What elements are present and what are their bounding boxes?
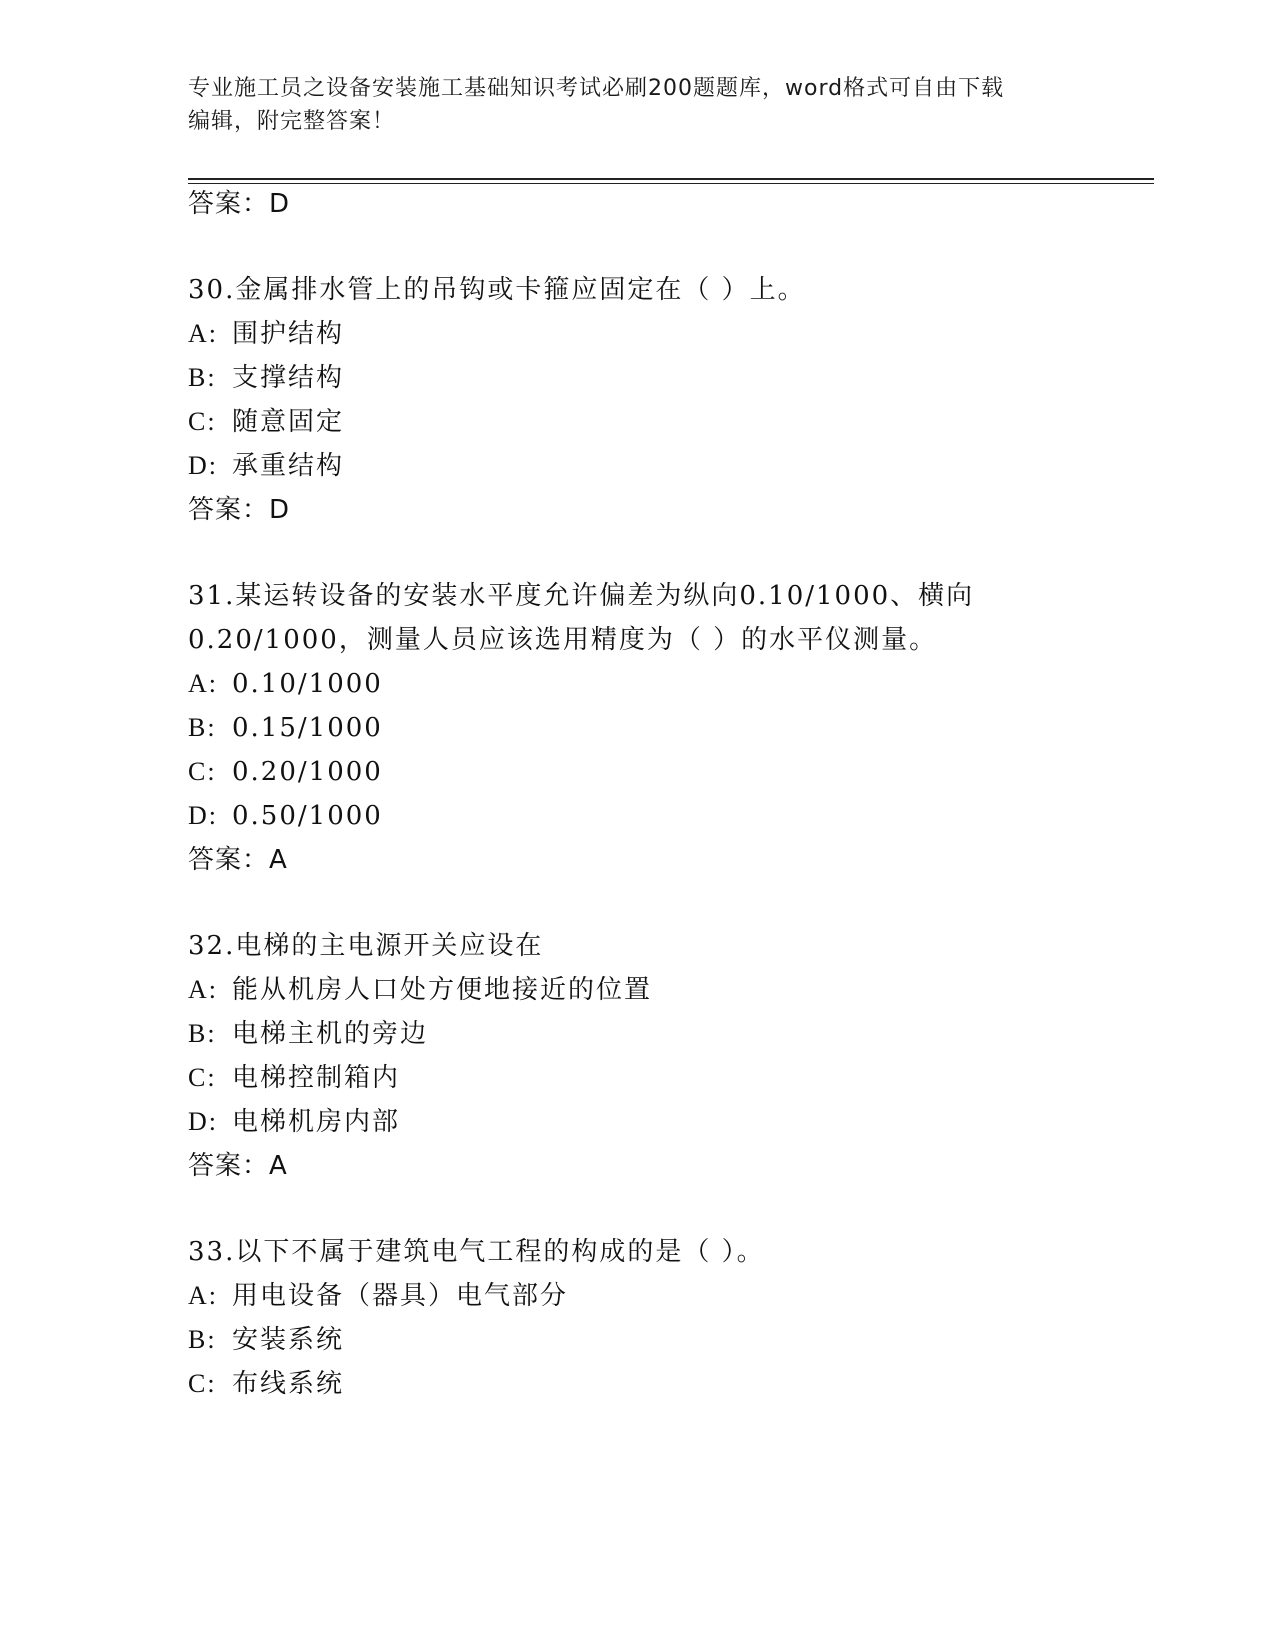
question-31-option-a xyxy=(188,668,383,700)
option-label: C: xyxy=(188,1369,217,1398)
question-31-option-c xyxy=(188,756,383,788)
question-32-option-d xyxy=(188,1106,400,1138)
option-label: C: xyxy=(188,1063,217,1092)
option-label: B: xyxy=(188,363,217,392)
option-label: B: xyxy=(188,1019,217,1048)
question-30-answer: 答案：D xyxy=(188,495,291,525)
option-text: 安装系统 xyxy=(232,1325,345,1355)
question-31-answer: 答案：A xyxy=(188,845,288,875)
question-32-stem: 32.电梯的主电源开关应设在 xyxy=(188,931,544,961)
option-text: 电梯主机的旁边 xyxy=(232,1019,429,1049)
question-33-option-a xyxy=(188,1280,568,1312)
option-text: 电梯机房内部 xyxy=(232,1107,401,1137)
question-30-stem: 30.金属排水管上的吊钩或卡箍应固定在（ ）上。 xyxy=(188,275,806,305)
option-label: C: xyxy=(188,757,217,786)
option-label: A: xyxy=(188,319,218,348)
option-text: 围护结构 xyxy=(232,319,345,349)
option-text: 能从机房人口处方便地接近的位置 xyxy=(232,975,653,1005)
question-33-option-b xyxy=(188,1324,344,1356)
previous-answer: 答案：D xyxy=(188,189,291,219)
header-line-1: 专业施工员之设备安装施工基础知识考试必刷200题题库，word格式可自由下载 xyxy=(188,76,1005,101)
question-32-option-a xyxy=(188,974,652,1006)
question-32-answer: 答案：A xyxy=(188,1151,288,1181)
option-text: 用电设备（器具）电气部分 xyxy=(232,1281,569,1311)
option-text: 随意固定 xyxy=(232,407,345,437)
question-32-option-c xyxy=(188,1062,400,1094)
option-text: 布线系统 xyxy=(232,1369,345,1399)
option-label: A: xyxy=(188,1281,218,1310)
option-label: A: xyxy=(188,669,218,698)
question-31-option-d xyxy=(188,800,383,832)
question-30-option-a xyxy=(188,318,344,350)
option-label: C: xyxy=(188,407,217,436)
document-header xyxy=(188,72,1068,138)
question-32-option-b xyxy=(188,1018,428,1050)
question-30-option-b xyxy=(188,362,344,394)
question-33-stem: 33.以下不属于建筑电气工程的构成的是（ ）。 xyxy=(188,1237,765,1267)
option-label: A: xyxy=(188,975,218,1004)
option-label: D: xyxy=(188,1107,218,1136)
option-text: 承重结构 xyxy=(232,451,345,481)
option-text: 0.15/1000 xyxy=(232,713,383,743)
header-line-2: 编辑，附完整答案！ xyxy=(188,109,396,134)
question-31-option-b xyxy=(188,712,383,744)
option-text: 0.10/1000 xyxy=(232,669,383,699)
option-text: 支撑结构 xyxy=(232,363,345,393)
option-label: B: xyxy=(188,713,217,742)
header-divider-thick xyxy=(188,178,1154,180)
question-30-option-d xyxy=(188,450,344,482)
question-33-option-c xyxy=(188,1368,344,1400)
option-label: D: xyxy=(188,451,218,480)
question-30-option-c xyxy=(188,406,344,438)
question-31-stem-line-1: 31.某运转设备的安装水平度允许偏差为纵向0.10/1000、横向 xyxy=(188,581,975,611)
option-text: 0.20/1000 xyxy=(232,757,383,787)
option-text: 0.50/1000 xyxy=(232,801,383,831)
header-divider-thin xyxy=(188,183,1154,184)
option-text: 电梯控制箱内 xyxy=(232,1063,401,1093)
option-label: D: xyxy=(188,801,218,830)
option-label: B: xyxy=(188,1325,217,1354)
question-31-stem-line-2: 0.20/1000，测量人员应该选用精度为（ ）的水平仪测量。 xyxy=(188,625,938,655)
